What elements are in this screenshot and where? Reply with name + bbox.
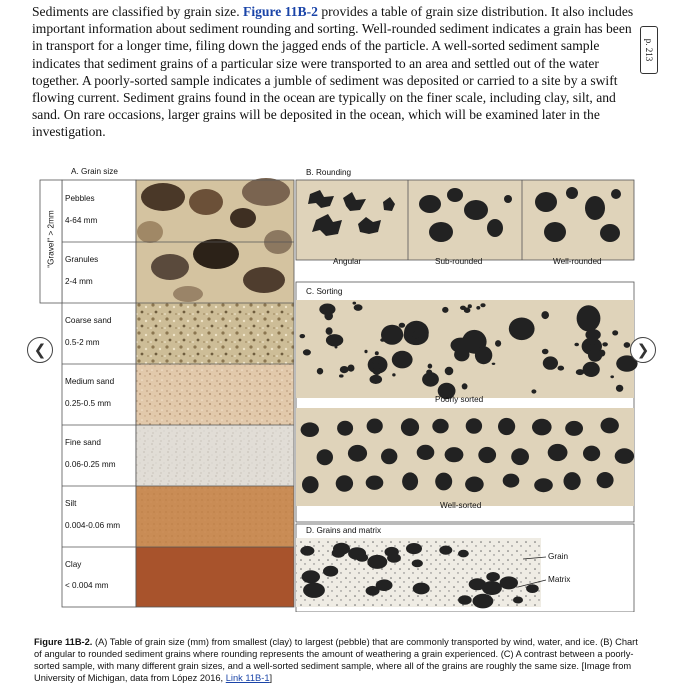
grain-row-name: Pebbles [65, 194, 95, 203]
label-poorly-sorted: Poorly sorted [435, 395, 484, 404]
chevron-right-icon: ❯ [636, 341, 650, 359]
figure-reference: Figure 11B-2 [243, 4, 318, 19]
panel-b-title: B. Rounding [306, 168, 352, 177]
grain-row-range: 4-64 mm [65, 216, 98, 225]
grain-row-name: Clay [65, 560, 82, 569]
label-sub-rounded: Sub-rounded [435, 257, 483, 266]
grains-matrix-panel [296, 524, 634, 612]
page-number: p. 213 [644, 38, 654, 62]
caption-label: Figure 11B-2. [34, 637, 93, 647]
grain-size-panel [40, 178, 294, 607]
grain-row-range: 0.25-0.5 mm [65, 399, 111, 408]
grain-row-range: 2-4 mm [65, 277, 93, 286]
gravel-label [43, 184, 59, 294]
grain-row-range: 0.004-0.06 mm [65, 521, 121, 530]
intro-paragraph [32, 3, 644, 141]
figure-illustration [38, 162, 638, 612]
caption-tail: ] [269, 673, 273, 683]
grain-row-range: 0.06-0.25 mm [65, 460, 116, 469]
grain-row-range: 0.5-2 mm [65, 338, 100, 347]
label-angular: Angular [333, 257, 362, 266]
label-matrix: Matrix [548, 575, 571, 584]
gravel-label-text: "Gravel" > 2mm [46, 210, 56, 268]
grain-row-name: Coarse sand [65, 316, 112, 325]
panel-c-title: C. Sorting [306, 287, 343, 296]
grain-row-name: Medium sand [65, 377, 115, 386]
next-page-button[interactable] [630, 337, 656, 363]
panel-d-title: D. Grains and matrix [306, 526, 382, 535]
rounding-panel [296, 180, 634, 260]
grain-row-name: Silt [65, 499, 77, 508]
panel-a-title: A. Grain size [71, 167, 118, 176]
figure-11b-2 [38, 162, 638, 612]
chevron-left-icon: ❮ [33, 341, 47, 359]
grain-row-name: Granules [65, 255, 99, 264]
label-well-rounded: Well-rounded [553, 257, 602, 266]
page-number-tag [640, 26, 658, 74]
caption-text: (A) Table of grain size (mm) from smallest (clay) to largest (pebble) that are commonly transported by wind, water, and ice. (B) Chart of angular to rounded sediment grains where rounding represents the amount of weathering a grain experienced. (C) A contrast between a poorly-sorted sample, with many different grain sizes, and a well-sorted sediment sample, where all of the grains are roughly the same size. [Image from University of Michigan, data from López 2016, [34, 637, 638, 683]
previous-page-button[interactable] [27, 337, 53, 363]
intro-text-1: Sediments are classified by grain size. [32, 4, 240, 19]
grain-row-range: < 0.004 mm [65, 581, 109, 590]
caption-link[interactable]: Link 11B-1 [225, 673, 270, 683]
figure-caption [34, 636, 646, 684]
grain-row-name: Fine sand [65, 438, 101, 447]
intro-text-2: provides a table of grain size distribution. It also includes important information about sediment rounding and sorting. Well-rounded sediment indicates a grain has been in transport for a longer time, filing down the jagged ends of the particle. A well-sorted sediment sample indicates that sediment grains of a particular size were transported to an area and settled out of the water together. A poorly-sorted sample indicates a jumble of sediment was deposited or carried to a site by a swift flowing current. Sediment grains found in the ocean are typically on the finer scale, including clay, silt, and sand. On rare occasions, larger grains will be deposited in the ocean, which will be examined later in the investigation. [32, 4, 634, 140]
label-well-sorted: Well-sorted [440, 501, 482, 510]
label-grain: Grain [548, 552, 569, 561]
